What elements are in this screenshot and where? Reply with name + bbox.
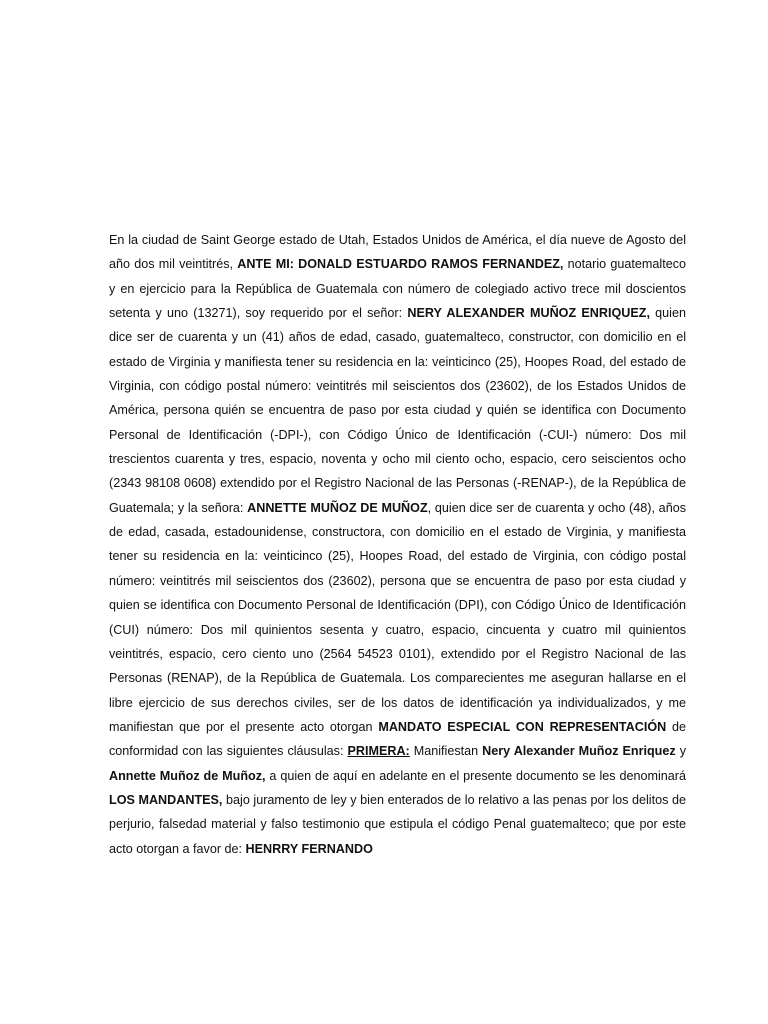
notary-name: ANTE MI: DONALD ESTUARDO RAMOS FERNANDEZ, xyxy=(237,257,564,272)
document-paragraph xyxy=(109,228,686,861)
grantor-name-1: NERY ALEXANDER MUÑOZ ENRIQUEZ, xyxy=(407,306,650,321)
text-run: quien dice ser de cuarenta y un (41) años de edad, casado, guatemalteco, constructor, con domicilio en el estado de Virginia y manifiesta tener su residencia en la: veinticinco (25), Hoopes Road, del estado de Virginia, con código postal número: veintitrés mil seiscientos dos (23602), de los Estados Unidos de América, persona quién se encuentra de paso por esta ciudad y quién se identifica con Documento Personal de Identificación (-DPI-), con Código Único de Identificación (-CUI-) número: Dos mil trescientos cuarenta y tres, espacio, noventa y ocho mil ciento ocho, espacio, cero seiscientos ocho (2343 98108 0608) extendido por el Registro Nacional de las Personas (-RENAP-), de la República de Guatemala; y la señora: xyxy=(109,306,686,515)
text-run: Manifiestan xyxy=(409,744,483,759)
mandate-title: MANDATO ESPECIAL CON REPRESENTACIÓN xyxy=(378,719,667,734)
grantor-name-1-short: Nery Alexander Muñoz Enriquez xyxy=(482,744,676,759)
text-run: En la ciudad de Saint George estado de Utah, Estados Unidos de América, el día nueve de Agosto del año dos mil veintitrés, xyxy=(109,233,686,272)
grantor-name-2-short: Annette Muñoz de Muñoz, xyxy=(109,768,266,783)
text-run: y xyxy=(675,744,686,759)
text-run: bajo juramento de ley y bien enterados de lo relativo a las penas por los delitos de perjurio, falsedad material y falso testimonio que estipula el código Penal guatemalteco; que por este acto otorgan a favor de: xyxy=(109,792,687,856)
grantor-name-2: ANNETTE MUÑOZ DE MUÑOZ xyxy=(247,500,428,515)
text-run: de conformidad con las siguientes cláusulas: xyxy=(109,719,686,759)
text-run: , quien dice ser de cuarenta y ocho (48), años de edad, casada, estadounidense, constructora, con domicilio en el estado de Virginia, y manifiesta tener su residencia en la: veinticinco (25), Hoopes Road, del estado de Virginia, con código postal número: veintitrés mil seiscientos dos (23602), persona que se encuentra de paso por esta ciudad y quien se identifica con Documento Personal de Identificación (DPI), con Código Único de Identificación (CUI) número: Dos mil quinientos sesenta y cuatro, espacio, cincuenta y cuatro mil quinientos veintitrés, espacio, cero ciento uno (2564 54523 0101), extendido por el Registro Nacional de las Personas (RENAP), de la República de Guatemala. Los comparecientes me aseguran hallarse en el libre ejercicio de sus derechos civiles, ser de los datos de identificación ya individualizados, y me manifiestan que por el presente acto otorgan xyxy=(109,500,686,734)
attorney-name: HENRRY FERNANDO xyxy=(245,841,373,856)
clause-heading-primera: PRIMERA: xyxy=(347,744,410,759)
text-run: notario guatemalteco y en ejercicio para la República de Guatemala con número de colegiado activo trece mil doscientos setenta y uno (13271), soy requerido por el señor: xyxy=(109,257,687,321)
mandantes-term: LOS MANDANTES, xyxy=(109,792,223,807)
text-run: a quien de aquí en adelante en el presente documento se les denominará xyxy=(265,768,686,783)
